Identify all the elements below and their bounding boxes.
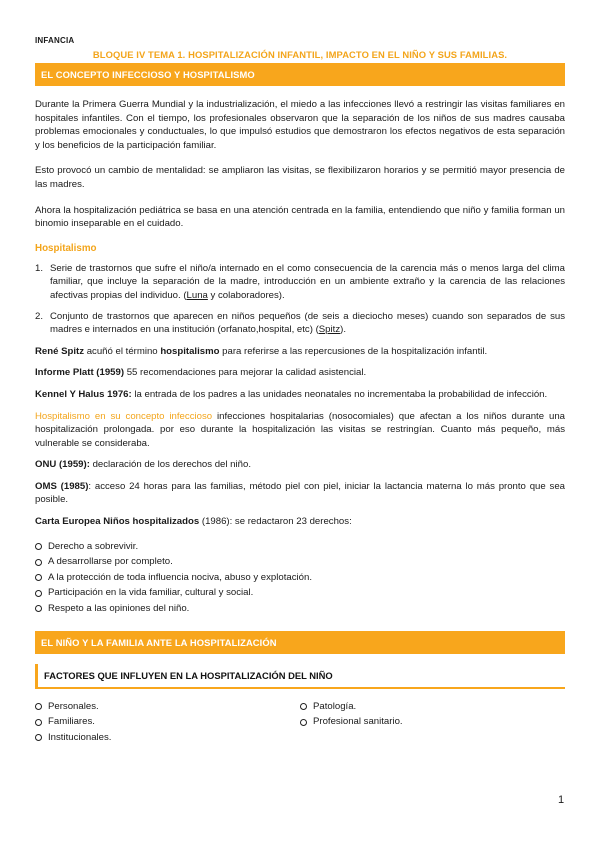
page-number: 1 — [558, 794, 565, 806]
author-reference-spitz: Spitz — [318, 324, 341, 336]
document-page — [35, 36, 565, 745]
paragraph-oms: OMS (1985): acceso 24 horas para las familias, método piel con piel, iniciar la lactancia materna lo más pronto que sea posible. — [35, 480, 565, 506]
list-item: Derecho a sobrevivir. — [35, 539, 565, 555]
course-label: INFANCIA — [35, 36, 75, 45]
paragraph-platt: Informe Platt (1959) 55 recomendaciones para mejorar la calidad asistencial. — [35, 367, 367, 379]
factors-columns — [35, 699, 565, 746]
list-item: Institucionales. — [35, 730, 300, 746]
subheading-hospitalismo: Hospitalismo — [35, 242, 97, 254]
list-item: Personales. — [35, 699, 300, 715]
list-item: Participación en la vida familiar, cultural y social. — [35, 585, 565, 601]
factors-list-left — [35, 699, 300, 746]
rights-list — [35, 539, 565, 617]
bullet-circle-icon — [35, 703, 42, 710]
list-item: A la protección de toda influencia nociva, abuso y explotación. — [35, 570, 565, 586]
bullet-circle-icon — [35, 559, 42, 566]
bullet-circle-icon — [300, 719, 307, 726]
item-number: 1. — [35, 262, 44, 274]
paragraph-history: Durante la Primera Guerra Mundial y la industrialización, el miedo a las infecciones llevó a restringir las visitas familiares en hospitales infantiles. Con el tiempo, los profesionales observaron que la separación de los niños de sus madres causaba problemas emocionales y conductuales, lo que impulsó estudios que demostraron los efectos negativos de esta separación y los beneficios de la participación familiar. — [35, 99, 565, 151]
document-title: BLOQUE IV TEMA 1. HOSPITALIZACIÓN INFANTIL, IMPACTO EN EL NIÑO Y SUS FAMILIAS. — [92, 49, 508, 60]
paragraph-family-care: Ahora la hospitalización pediátrica se basa en una atención centrada en la familia, entendiendo que niño y familia forman un binomio inseparable en el cuidado. — [35, 204, 565, 230]
factors-column-right — [300, 699, 565, 746]
list-item: Profesional sanitario. — [300, 714, 565, 730]
paragraph-spitz: René Spitz acuñó el término hospitalismo para referirse a las repercusiones de la hospitalización infantil. — [35, 345, 488, 357]
bullet-circle-icon — [35, 719, 42, 726]
hospitalismo-definitions — [35, 262, 565, 337]
list-item: Familiares. — [35, 714, 300, 730]
paragraph-carta-europea: Carta Europea Niños hospitalizados (1986): se redactaron 23 derechos: — [35, 516, 352, 528]
section-heading-concepto: EL CONCEPTO INFECCIOSO Y HOSPITALISMO — [35, 63, 565, 86]
author-reference-luna: Luna — [186, 289, 208, 301]
paragraph-infeccioso: Hospitalismo en su concepto infeccioso infecciones hospitalarias (nosocomiales) que afectan a los niños durante una hospitalización prolongada. por eso durante la hospitalización las visitas se restringían. Cuanto más pequeño, más vulnerable se consideraba. — [35, 410, 565, 449]
definition-item — [35, 262, 565, 303]
bullet-circle-icon — [35, 590, 42, 597]
factors-list-right — [300, 699, 565, 730]
paragraph-onu: ONU (1959): declaración de los derechos del niño. — [35, 459, 251, 471]
factors-column-left — [35, 699, 300, 746]
bullet-circle-icon — [300, 703, 307, 710]
section-heading-nino-familia: EL NIÑO Y LA FAMILIA ANTE LA HOSPITALIZACIÓN — [35, 631, 565, 654]
definition-text: Serie de trastornos que sufre el niño/a internado en el como consecuencia de la carencia más o menos larga del clima familiar, que incluye la separación de la madre, introducción en un ambiente extraño y la carencia de las relaciones afectivas propias del individuo. (Luna y colaboradores). — [50, 262, 565, 301]
bullet-circle-icon — [35, 543, 42, 550]
bullet-circle-icon — [35, 574, 42, 581]
list-item: Respeto a las opiniones del niño. — [35, 601, 565, 617]
list-item: A desarrollarse por completo. — [35, 554, 565, 570]
bullet-circle-icon — [35, 734, 42, 741]
definition-text: Conjunto de trastornos que aparecen en niños pequeños (de seis a dieciocho meses) cuando son separados de sus madres e internados en una institución (orfanato,hospital, etc) (Spitz). — [50, 310, 565, 336]
paragraph-mentality-change: Esto provocó un cambio de mentalidad: se ampliaron las visitas, se flexibilizaron horarios y se permitió mayor presencia de las madres. — [35, 165, 565, 190]
paragraph-kennel: Kennel Y Halus 1976: la entrada de los padres a las unidades neonatales no incrementaba la probabilidad de infección. — [35, 388, 548, 400]
item-number: 2. — [35, 310, 44, 322]
list-item: Patología. — [300, 699, 565, 715]
definition-item — [35, 310, 565, 337]
factors-heading: FACTORES QUE INFLUYEN EN LA HOSPITALIZACIÓN DEL NIÑO — [35, 664, 565, 689]
bullet-circle-icon — [35, 605, 42, 612]
